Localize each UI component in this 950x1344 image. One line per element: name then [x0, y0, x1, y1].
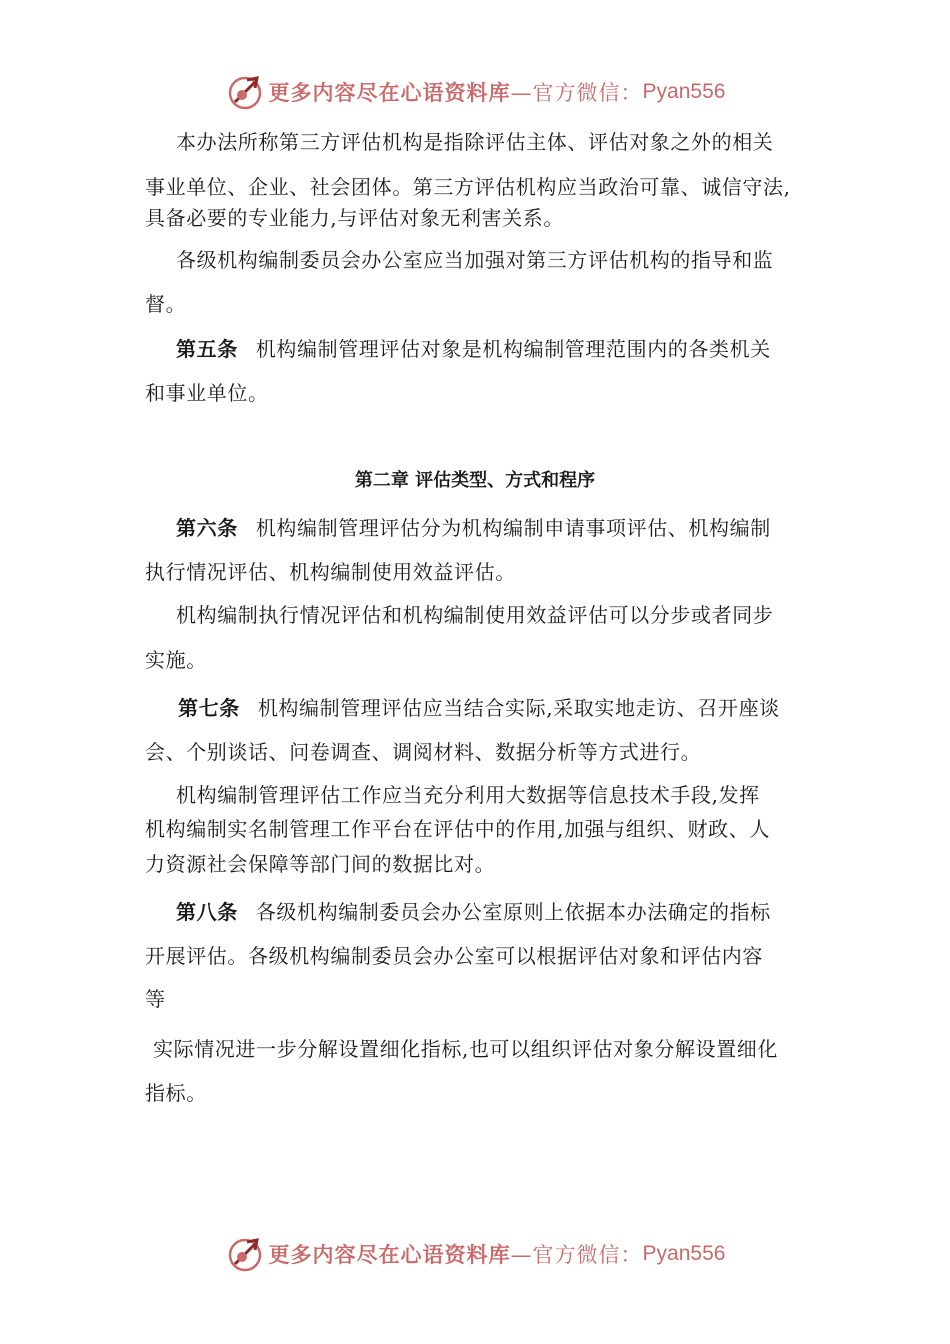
logo-icon: [225, 1234, 265, 1274]
text-line: 机构编制执行情况评估和机构编制使用效益评估可以分步或者同步: [176, 603, 774, 627]
logo-icon: [225, 72, 265, 112]
text-line: 各级机构编制委员会办公室应当加强对第三方评估机构的指导和监: [176, 248, 774, 272]
banner-separator: —官方微信：: [510, 81, 643, 105]
text-line: 力资源社会保障等部门间的数据比对。: [145, 852, 496, 876]
text-line: 等: [145, 987, 166, 1011]
text-line: 机构编制实名制管理工作平台在评估中的作用,加强与组织、财政、人: [145, 817, 770, 841]
article-label: 第六条: [176, 516, 238, 540]
footer-watermark: [0, 1234, 950, 1274]
article-6: [176, 514, 771, 542]
text-line: 实施。: [145, 648, 207, 672]
text-line: 实际情况进一步分解设置细化指标,也可以组织评估对象分解设置细化: [153, 1037, 778, 1061]
header-watermark: [0, 72, 950, 112]
text-line: 机构编制管理评估工作应当充分利用大数据等信息技术手段,发挥: [176, 783, 760, 807]
article-7: [178, 694, 780, 722]
banner-separator: —官方微信：: [510, 1243, 643, 1267]
text-line: 指标。: [145, 1081, 207, 1105]
text-line: 本办法所称第三方评估机构是指除评估主体、评估对象之外的相关: [176, 130, 774, 154]
text-line: 具备必要的专业能力,与评估对象无利害关系。: [145, 206, 564, 230]
text-line: 会、个别谈话、问卷调查、调阅材料、数据分析等方式进行。: [145, 740, 702, 764]
article-text: 各级机构编制委员会办公室原则上依据本办法确定的指标: [255, 900, 771, 924]
article-5: [176, 335, 771, 363]
article-label: 第八条: [176, 900, 238, 924]
text-line: 督。: [145, 292, 187, 316]
text-line: 开展评估。各级机构编制委员会办公室可以根据评估对象和评估内容: [145, 944, 763, 968]
article-label: 第五条: [176, 337, 238, 361]
banner-wechat-id: Pyan556: [642, 1242, 726, 1265]
article-label: 第七条: [178, 696, 240, 720]
chapter-heading: 第二章 评估类型、方式和程序: [354, 470, 596, 491]
text-line: 执行情况评估、机构编制使用效益评估。: [145, 560, 516, 584]
article-text: 机构编制管理评估应当结合实际,采取实地走访、召开座谈: [257, 696, 780, 720]
banner-wechat-id: Pyan556: [642, 80, 726, 103]
banner-title: 更多内容尽在心语资料库: [268, 81, 511, 105]
banner-title: 更多内容尽在心语资料库: [268, 1243, 511, 1267]
article-text: 机构编制管理评估分为机构编制申请事项评估、机构编制: [255, 516, 771, 540]
article-8: [176, 898, 771, 926]
text-line: 和事业单位。: [145, 381, 269, 405]
text-line: 事业单位、企业、社会团体。第三方评估机构应当政治可靠、诚信守法,: [145, 175, 791, 199]
article-text: 机构编制管理评估对象是机构编制管理范围内的各类机关: [255, 337, 771, 361]
